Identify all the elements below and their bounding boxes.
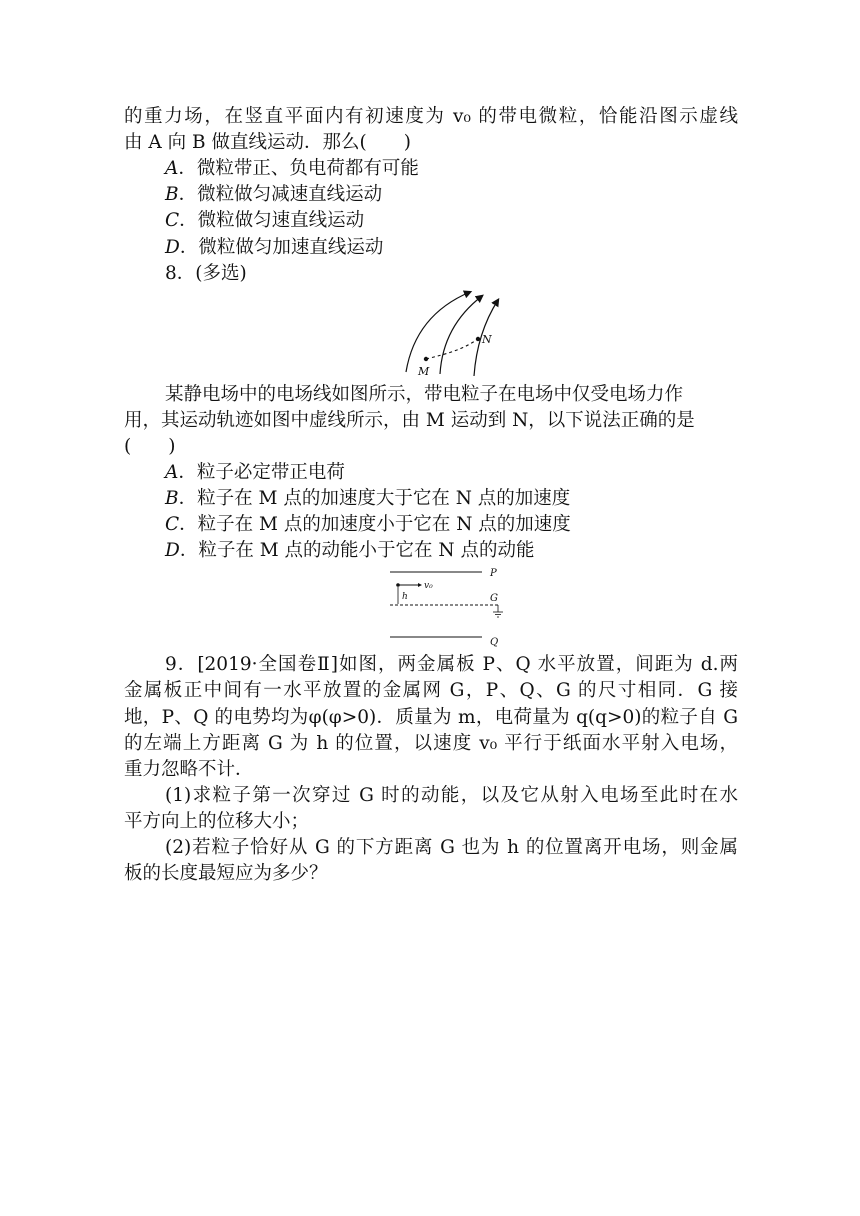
q9-plate-figure xyxy=(386,564,506,648)
q8-stem-line-1: 某静电场中的电场线如图所示，带电粒子在电场中仅受电场力作 xyxy=(165,384,684,405)
q7-option-d xyxy=(165,235,383,261)
q8-option-a xyxy=(165,460,345,486)
option-text: ．粒子在 M 点的加速度大于它在 N 点的加速度 xyxy=(178,488,571,509)
q9-part1-line-2: 平方向上的位移大小； xyxy=(124,811,310,832)
q8-option-c xyxy=(165,512,571,538)
q9-stem-line-1: 9．[2019·全国卷Ⅱ]如图，两金属板 P、Q 水平放置，间距为 d.两 xyxy=(165,654,738,675)
option-letter: C xyxy=(165,514,180,535)
q7-line-2: 由 A 向 B 做直线运动．那么( ) xyxy=(124,132,411,153)
q8-option-d xyxy=(165,538,535,564)
q9-stem-line-4: 的左端上方距离 G 为 h 的位置，以速度 v₀ 平行于纸面水平射入电场， xyxy=(124,733,738,754)
q9-part2-line-2: 板的长度最短应为多少？ xyxy=(124,863,328,884)
option-letter: D xyxy=(165,237,180,258)
label-q: Q xyxy=(490,637,499,648)
option-letter: D xyxy=(165,540,180,561)
q8-option-b xyxy=(165,486,570,512)
q7-option-b xyxy=(165,182,382,208)
q7-option-a xyxy=(165,156,419,182)
point-n xyxy=(476,337,480,341)
q9-stem-line-5: 重力忽略不计． xyxy=(124,759,254,780)
option-letter: B xyxy=(165,184,179,205)
q7-line-1: 的重力场，在竖直平面内有初速度为 v₀ 的带电微粒，恰能沿图示虚线 xyxy=(124,106,738,127)
label-h: h xyxy=(402,592,408,602)
option-text: ．微粒做匀速直线运动 xyxy=(179,210,365,231)
option-text: ．微粒带正、负电荷都有可能 xyxy=(178,158,419,179)
trajectory-dashed xyxy=(426,339,478,359)
option-letter: A xyxy=(165,462,179,483)
q9-stem-line-2: 金属板正中间有一水平放置的金属网 G，P、Q、G 的尺寸相同．G 接 xyxy=(124,680,738,701)
option-text: ．微粒做匀减速直线运动 xyxy=(178,184,383,205)
field-line-left xyxy=(406,292,470,372)
q8-field-line-figure xyxy=(396,286,506,380)
label-n: N xyxy=(482,333,492,346)
q7-option-c xyxy=(165,208,364,234)
option-letter: C xyxy=(165,210,180,231)
q8-stem-line-2: 用，其运动轨迹如图中虚线所示，由 M 运动到 N，以下说法正确的是 xyxy=(124,410,695,431)
q8-header: 8．(多选) xyxy=(165,263,247,284)
q9-part1-line-1: (1)求粒子第一次穿过 G 时的动能，以及它从射入电场至此时在水 xyxy=(165,785,738,806)
option-letter: A xyxy=(165,158,179,179)
q8-stem-line-3: ( ) xyxy=(124,436,176,457)
option-text: ．粒子在 M 点的加速度小于它在 N 点的加速度 xyxy=(179,514,571,535)
label-g: G xyxy=(490,593,498,604)
label-p: P xyxy=(490,568,497,579)
option-letter: B xyxy=(165,488,179,509)
q9-stem-line-3: 地，P、Q 的电势均为φ(φ>0)．质量为 m，电荷量为 q(q>0)的粒子自 G xyxy=(124,707,738,728)
option-text: ．粒子必定带正电荷 xyxy=(178,462,345,483)
point-m xyxy=(424,357,428,361)
label-m: M xyxy=(418,365,430,378)
label-v0: v₀ xyxy=(424,581,433,591)
option-text: ．微粒做匀加速直线运动 xyxy=(179,237,384,258)
option-text: ．粒子在 M 点的动能小于它在 N 点的动能 xyxy=(179,540,535,561)
q9-part2-line-1: (2)若粒子恰好从 G 的下方距离 G 也为 h 的位置离开电场，则金属 xyxy=(165,837,738,858)
